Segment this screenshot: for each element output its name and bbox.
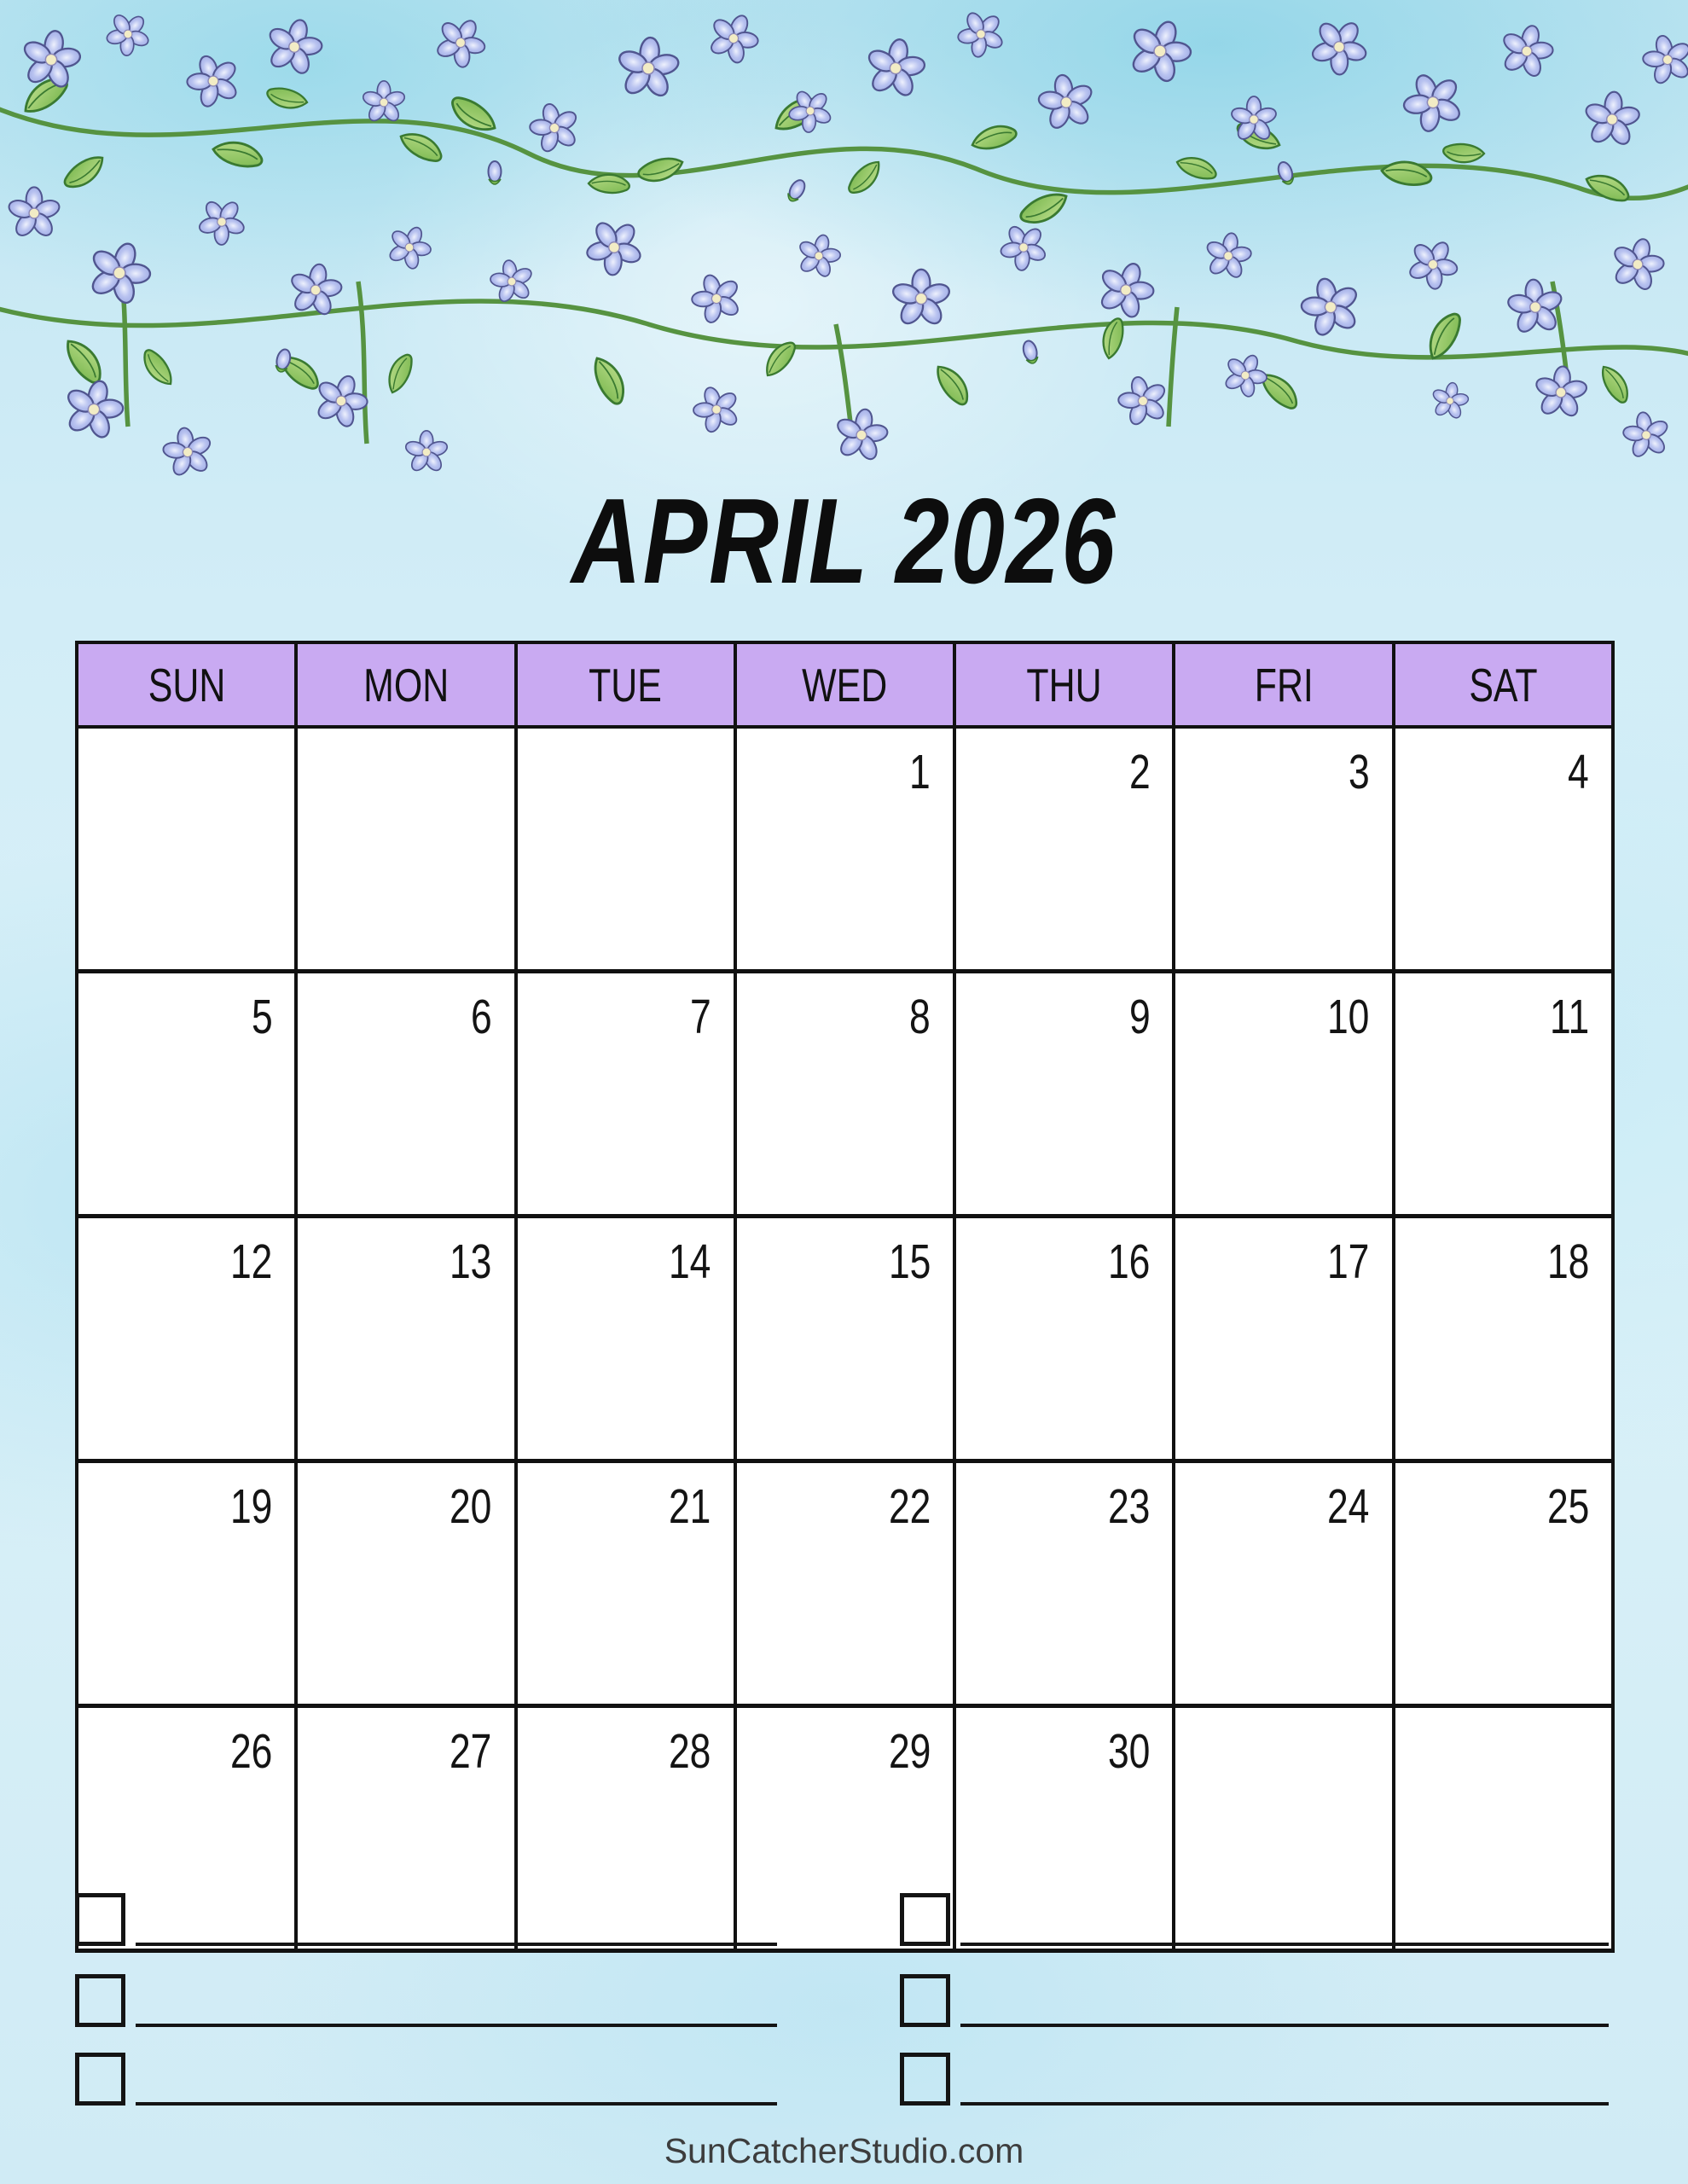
checkbox-icon <box>900 1974 950 2027</box>
write-line <box>136 2024 777 2027</box>
day-header-fri: FRI <box>1174 642 1393 727</box>
checklist-item <box>900 2053 1609 2106</box>
day-cell: 25 <box>1394 1461 1613 1706</box>
day-cell: 30 <box>954 1706 1174 1951</box>
checklist-item <box>75 1893 777 1946</box>
day-cell: 4 <box>1394 727 1613 972</box>
write-line <box>960 2024 1609 2027</box>
day-cell: 1 <box>735 727 954 972</box>
write-line <box>960 1943 1609 1946</box>
day-cell: 24 <box>1174 1461 1393 1706</box>
day-cell: 23 <box>954 1461 1174 1706</box>
checklist-item <box>900 1893 1609 1946</box>
checklist-item <box>75 1974 777 2027</box>
day-cell: 26 <box>77 1706 296 1951</box>
day-cell: 20 <box>296 1461 515 1706</box>
day-header-sat: SAT <box>1394 642 1613 727</box>
week-row-3 <box>77 1217 1613 1461</box>
day-header-thu: THU <box>954 642 1174 727</box>
day-cell <box>516 727 735 972</box>
footer-watermark: SunCatcherStudio.com <box>664 2131 1024 2170</box>
day-cell: 12 <box>77 1217 296 1461</box>
day-cell: 15 <box>735 1217 954 1461</box>
write-line <box>136 1943 777 1946</box>
week-row-1 <box>77 727 1613 972</box>
day-cell <box>296 727 515 972</box>
calendar-grid <box>75 641 1615 1953</box>
week-row-4 <box>77 1461 1613 1706</box>
day-cell: 16 <box>954 1217 1174 1461</box>
day-header-tue: TUE <box>516 642 735 727</box>
page-title: APRIL 2026 <box>571 473 1117 609</box>
checkbox-icon <box>900 1893 950 1946</box>
day-cell: 19 <box>77 1461 296 1706</box>
day-cell: 10 <box>1174 972 1393 1217</box>
checklist-item <box>75 2053 777 2106</box>
day-cell <box>77 727 296 972</box>
day-cell: 13 <box>296 1217 515 1461</box>
checkbox-icon <box>75 2053 125 2106</box>
day-header-row <box>77 642 1613 727</box>
day-cell: 3 <box>1174 727 1393 972</box>
day-cell: 7 <box>516 972 735 1217</box>
write-line <box>136 2102 777 2106</box>
floral-header-art <box>0 0 1688 486</box>
checkbox-icon <box>75 1893 125 1946</box>
day-cell: 29 <box>735 1706 954 1951</box>
day-header-sun: SUN <box>77 642 296 727</box>
day-cell: 22 <box>735 1461 954 1706</box>
day-cell: 17 <box>1174 1217 1393 1461</box>
write-line <box>960 2102 1609 2106</box>
week-row-2 <box>77 972 1613 1217</box>
day-cell: 18 <box>1394 1217 1613 1461</box>
checklist-item <box>900 1974 1609 2027</box>
day-cell: 2 <box>954 727 1174 972</box>
day-cell: 5 <box>77 972 296 1217</box>
day-cell: 6 <box>296 972 515 1217</box>
checkbox-icon <box>75 1974 125 2027</box>
day-cell: 11 <box>1394 972 1613 1217</box>
day-cell: 27 <box>296 1706 515 1951</box>
day-cell: 28 <box>516 1706 735 1951</box>
day-cell: 8 <box>735 972 954 1217</box>
day-cell: 14 <box>516 1217 735 1461</box>
day-cell: 9 <box>954 972 1174 1217</box>
day-cell: 21 <box>516 1461 735 1706</box>
day-header-wed: WED <box>735 642 954 727</box>
checkbox-icon <box>900 2053 950 2106</box>
day-header-mon: MON <box>296 642 515 727</box>
flowers-top <box>16 1 1688 158</box>
